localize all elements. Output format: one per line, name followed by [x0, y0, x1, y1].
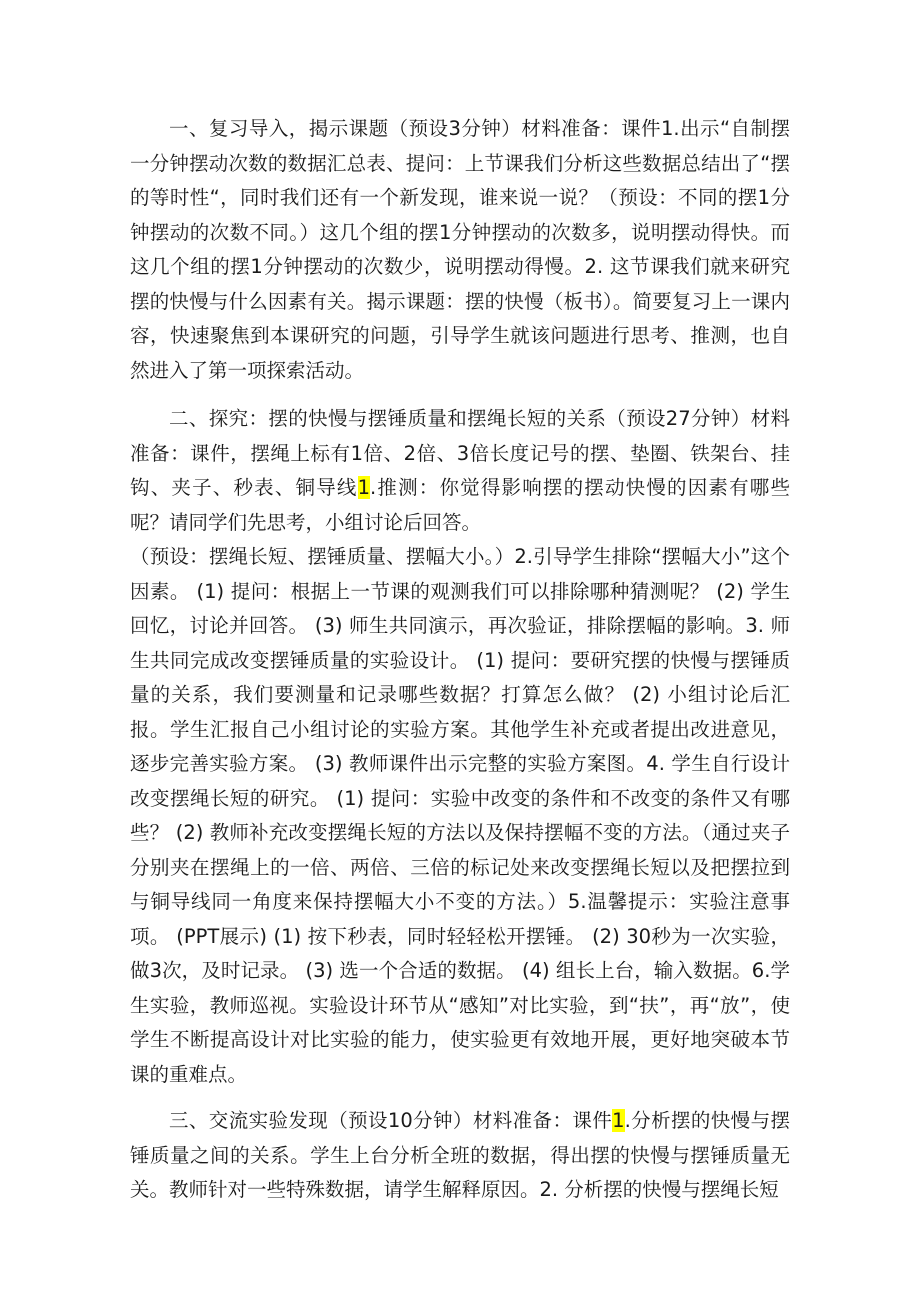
paragraph-findings-text-b: .分析摆的快慢与摆锤质量之间的关系。学生上台分析全班的数据，得出摆的快慢与摆锤质量无关。教师针对一些特殊数据，请学生解释原因。2. 分析摆的快慢与摆绳长短: [130, 1109, 790, 1201]
paragraph-review-intro: 一、复习导入，揭示课题（预设3分钟）材料准备：课件1.出示“自制摆一分钟摆动次数的数据汇总表、提问：上节课我们分析这些数据总结出了“摆的等时性“，同时我们还有一个新发现，谁来说一说？（预设：不同的摆1分钟摆动的次数不同。）这几个组的摆1分钟摆动的次数多，说明摆动得快。而这几个组的摆1分钟摆动的次数少，说明摆动得慢。2. 这节课我们就来研究摆的快慢与什么因素有关。揭示课题：摆的快慢（板书）。简要复习上一课内容，快速聚焦到本课研究的问题，引导学生就该问题进行思考、推测，也自然进入了第一项探索活动。: [130, 117, 790, 382]
document-page: [130, 112, 790, 1208]
paragraph-explore-text-a: 二、探究：摆的快慢与摆锤质量和摆绳长短的关系（预设27分钟）材料准备：课件，摆绳上标有1倍、2倍、3倍长度记号的摆、垫圈、铁架台、挂钩、夹子、秒表、铜导线: [130, 407, 790, 499]
highlighted-number: 1: [357, 476, 371, 499]
paragraph-explore: [130, 402, 790, 540]
highlighted-number: 1: [612, 1109, 625, 1132]
paragraph-findings: [130, 1104, 790, 1208]
paragraph-findings-text-a: 三、交流实验发现（预设10分钟）材料准备：课件: [169, 1109, 613, 1132]
paragraph-experiment-steps: （预设：摆绳长短、摆锤质量、摆幅大小。）2.引导学生排除“摆幅大小”这个因素。 (1) 提问：根据上一节课的观测我们可以排除哪种猜测呢？ (2) 学生回忆，讨论并回答。 (3) 师生共同演示，再次验证，排除摆幅的影响。3. 师生共同完成改变摆锤质量的实验设计。 (1) 提问：要研究摆的快慢与摆锤质量的关系，我们要测量和记录哪些数据？打算怎么做？ (2) 小组讨论后汇报。学生汇报自己小组讨论的实验方案。其他学生补充或者提出改进意见，逐步完善实验方案。 (3) 教师课件出示完整的实验方案图。4. 学生自行设计改变摆绳长短的研究。 (1) 提问：实验中改变的条件和不改变的条件又有哪些？ (2) 教师补充改变摆绳长短的方法以及保持摆幅不变的方法。（通过夹子分别夹在摆绳上的一倍、两倍、三倍的标记处来改变摆绳长短以及把摆拉到与铜导线同一角度来保持摆幅大小不变的方法。）5.温馨提示：实验注意事项。 (PPT展示) (1) 按下秒表，同时轻轻松开摆锤。 (2) 30秒为一次实验，做3次，及时记录。 (3) 选一个合适的数据。 (4) 组长上台，输入数据。6.学生实验，教师巡视。实验设计环节从“感知”对比实验，到“扶”，再“放”，使学生不断提高设计对比实验的能力，使实验更有效地开展，更好地突破本节课的重难点。: [130, 545, 790, 1086]
paragraph-explore-text-b: .推测：你觉得影响摆的摆动快慢的因素有哪些呢？请同学们先思考，小组讨论后回答。: [130, 476, 790, 534]
